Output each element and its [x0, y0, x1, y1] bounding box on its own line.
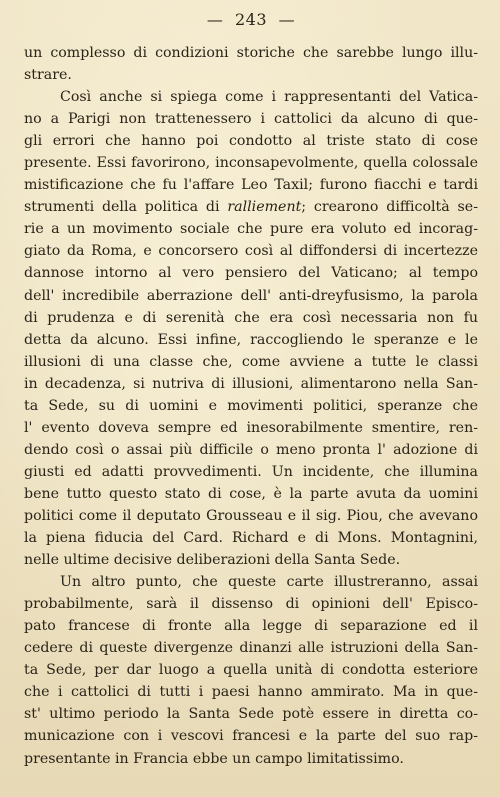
paragraph-1 [24, 42, 478, 86]
text-line: Così anche si spiega come i rappresentanti del Vatica- [60, 89, 478, 106]
text-line: illusioni di una classe che, come avviene a tutte le classi [24, 353, 478, 370]
text-line: st' ultimo periodo la Santa Sede potè essere in diretta co- [24, 706, 478, 723]
text-line: politici come il deputato Grousseau e il sig. Piou, che avevano [24, 507, 478, 524]
text-line: cedere di queste divergenze dinanzi alle istruzioni della San- [24, 640, 478, 657]
text-line: ta Sede, per dar luogo a quella unità di condotta esteriore [24, 662, 478, 679]
text-line: rie a un movimento sociale che pure era voluto ed incorag- [24, 221, 478, 238]
text-line: mistificazione che fu l'affare Leo Taxil; furono fiacchi e tardi [24, 177, 478, 194]
text-line: pato francese di fronte alla legge di separazione ed il [24, 618, 478, 635]
text-line-ralliement: strumenti della politica di ralliement; crearono difficoltà se- [24, 199, 478, 216]
text-line: municazione con i vescovi francesi e la parte del suo rap- [24, 728, 478, 745]
text-line: strare. [24, 67, 72, 84]
text-line: l' evento doveva sempre ed inesorabilmente smentire, ren- [24, 419, 478, 436]
text-line: dendo così o assai più difficile o meno pronta l' adozione di [24, 441, 478, 458]
text-line: detta da alcuno. Essi infine, raccogliendo le speranze e le [24, 331, 478, 348]
text-line: dell' incredibile aberrazione dell' anti-dreyfusismo, la parola [24, 287, 478, 304]
text-line: presentante in Francia ebbe un campo limitatissimo. [24, 750, 404, 767]
text-line: no a Parigi non trattenessero i cattolici da alcuno di que- [24, 111, 478, 128]
text-line: Un altro punto, che queste carte illustreranno, assai [60, 574, 478, 591]
text-line: presente. Essi favorirono, inconsapevolmente, quella colossale [24, 155, 478, 172]
page-number: — 243 — [206, 10, 296, 29]
text-line: in decadenza, si nutriva di illusioni, alimentarono nella San- [24, 375, 478, 392]
text-line: la piena fiducia del Card. Richard e di Mons. Montagnini, [24, 530, 478, 547]
text-line: dannose intorno al vero pensiero del Vaticano; al tempo [24, 265, 478, 282]
text-line: bene tutto questo stato di cose, è la parte avuta da uomini [24, 485, 478, 502]
text-line: ta Sede, su di uomini e movimenti politici, speranze che [24, 397, 478, 414]
text-line: nelle ultime decisive deliberazioni della Santa Sede. [24, 552, 401, 569]
text-line: giusti ed adatti provvedimenti. Un incidente, che illumina [24, 463, 478, 480]
italic-word: ralliement [227, 199, 302, 216]
text-line: giato da Roma, e concorsero così al diffondersi di incertezze [24, 243, 478, 260]
text-line: che i cattolici di tutti i paesi hanno ammirato. Ma in que- [24, 684, 478, 701]
text-line: probabilmente, sarà il dissenso di opinioni dell' Episco- [24, 596, 478, 613]
body-text [24, 42, 478, 770]
text-line: un complesso di condizioni storiche che sarebbe lungo illu- [24, 45, 478, 61]
paragraph-3 [24, 571, 478, 769]
text-line: di prudenza e di serenità che era così necessaria non fu [24, 309, 478, 326]
text-line: gli errori che hanno poi condotto al triste stato di cose [24, 133, 478, 150]
paragraph-2 [24, 86, 478, 571]
